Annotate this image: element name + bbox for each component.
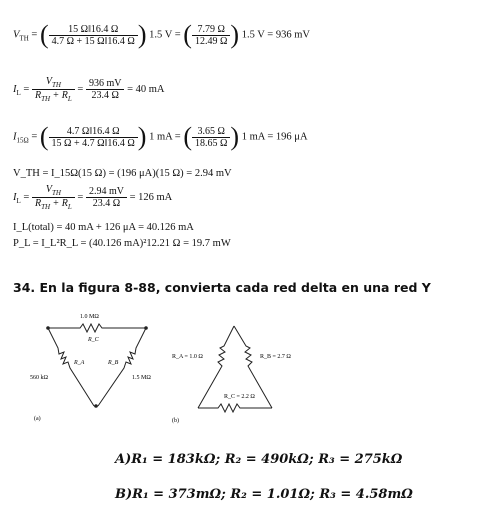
eq3-num1: 4.7 Ω‖16.4 Ω [49, 126, 138, 138]
eq3-num2: 3.65 Ω [192, 126, 230, 138]
eq1-lhs: V [13, 29, 20, 41]
eq1-lhs-sub: TH [19, 34, 29, 43]
fig-a-caption: (a) [34, 416, 41, 422]
eq2-fraction-1 [32, 76, 75, 103]
question-34: 34. En la figura 8-88, convierta cada red delta en una red Y [13, 280, 431, 295]
eq2-fraction-2 [86, 78, 125, 101]
eq1-fraction-1 [49, 24, 138, 47]
eq3-tail: 1 mA = 196 μA [241, 131, 308, 143]
eq3-den1: 15 Ω + 4.7 Ω‖16.4 Ω [51, 137, 135, 149]
eq2-den-plus: + R [50, 90, 68, 101]
eq3-lhs: I [13, 131, 17, 143]
eq2-den: R [34, 90, 42, 101]
eq2-num2: 936 mV [86, 78, 125, 90]
eq3-den2: 18.65 Ω [194, 137, 228, 149]
fig-a-ra: R_A [74, 360, 85, 366]
eq3-mid: 1 mA = [149, 131, 181, 143]
eq2-num-sub: TH [51, 81, 61, 89]
eq5-den2: 23.4 Ω [92, 198, 121, 209]
eq5-num2: 2.94 mV [86, 186, 127, 198]
equation-pl: P_L = I_L²R_L = (40.126 mA)²12.21 Ω = 19.7 mW [13, 238, 231, 249]
fig-b-rc: R_C = 2.2 Ω [224, 394, 255, 400]
eq2-lhs: I [13, 83, 17, 95]
fig-a-r-right: 1.5 MΩ [132, 375, 151, 381]
fig-b-caption: (b) [172, 418, 179, 424]
equation-vth: $V_{TH}$ = ( $\frac{15 \Omega‖16.4 \Omega}{4.7 \Omega + 15 \Omega‖16.4 \Omega}$ ) 1.5 V = ( $\frac{7.79 \Omega}{12.49 \Omega}$ ) 1.5 V = 936 mV [13, 20, 310, 49]
eq3-lhs-sub: 15Ω [16, 136, 29, 145]
equation-il: $I_L$ = $\frac{V_{TH}}{R_{TH} + R_L}$ = $\frac{936 mV}{23.4 \Omega}$ = 40 mA [13, 76, 165, 103]
fig-b-rb: R_B = 2.7 Ω [260, 354, 291, 360]
eq2-tail: = 40 mA [127, 83, 165, 95]
eq2-lhs-sub: L [16, 89, 21, 97]
eq1-den2: 12.49 Ω [194, 35, 228, 47]
answer-a: A)R₁ = 183kΩ; R₂ = 490kΩ; R₃ = 275kΩ [115, 452, 403, 467]
eq3-fraction-2 [192, 126, 230, 149]
figure-b-delta-network [168, 320, 328, 428]
eq1-num1: 15 Ω‖16.4 Ω [49, 24, 138, 36]
fig-a-r-left: 560 kΩ [30, 375, 48, 381]
eq1-tail: 1.5 V = 936 mV [241, 29, 310, 41]
eq3-fraction-1 [49, 126, 138, 149]
eq2-den2: 23.4 Ω [91, 90, 119, 101]
eq1-den1: 4.7 Ω + 15 Ω‖16.4 Ω [51, 35, 135, 47]
eq5-fraction [86, 186, 127, 209]
equation-i15: $I_{15\Omega}$ = ( $\frac{4.7 \Omega‖16.4 \Omega}{15 \Omega + 4.7 \Omega‖16.4 \Omega}$ ) 1 mA = ( $\frac{3.65 \Omega}{18.65 \Omega}$ ) 1 mA = 196 μA [13, 122, 308, 151]
eq1-num2: 7.79 Ω [192, 24, 230, 36]
fig-b-ra: R_A = 1.0 Ω [172, 354, 203, 360]
equation-il-total: I_L(total) = 40 mA + 126 μA = 40.126 mA [13, 222, 194, 233]
eq5-tail: = 126 mA [129, 191, 173, 203]
eq2-den-sub2: L [67, 95, 72, 103]
figure-a-delta-network [28, 306, 168, 426]
eq1-mid: 1.5 V = [149, 29, 181, 41]
eq1-fraction-2 [192, 24, 230, 47]
eq2-num: V [45, 76, 52, 87]
fig-a-rb: R_B [108, 360, 119, 366]
equation-il-2: $I_L$ = $\frac{V_{TH}}{R_{TH} + R_L}$ = $\frac{2.94 mV}{23.4 \Omega}$ = 126 mA [13, 184, 173, 211]
fig-a-rc: R_C [88, 337, 99, 343]
fig-a-r-top: 1.0 MΩ [80, 314, 99, 320]
answer-b: B)R₁ = 373mΩ; R₂ = 1.01Ω; R₃ = 4.58mΩ [115, 487, 413, 502]
eq2-den-sub: TH [41, 95, 51, 103]
equation-vth-2: V_TH = I_15Ω(15 Ω) = (196 μA)(15 Ω) = 2.94 mV [13, 168, 232, 179]
